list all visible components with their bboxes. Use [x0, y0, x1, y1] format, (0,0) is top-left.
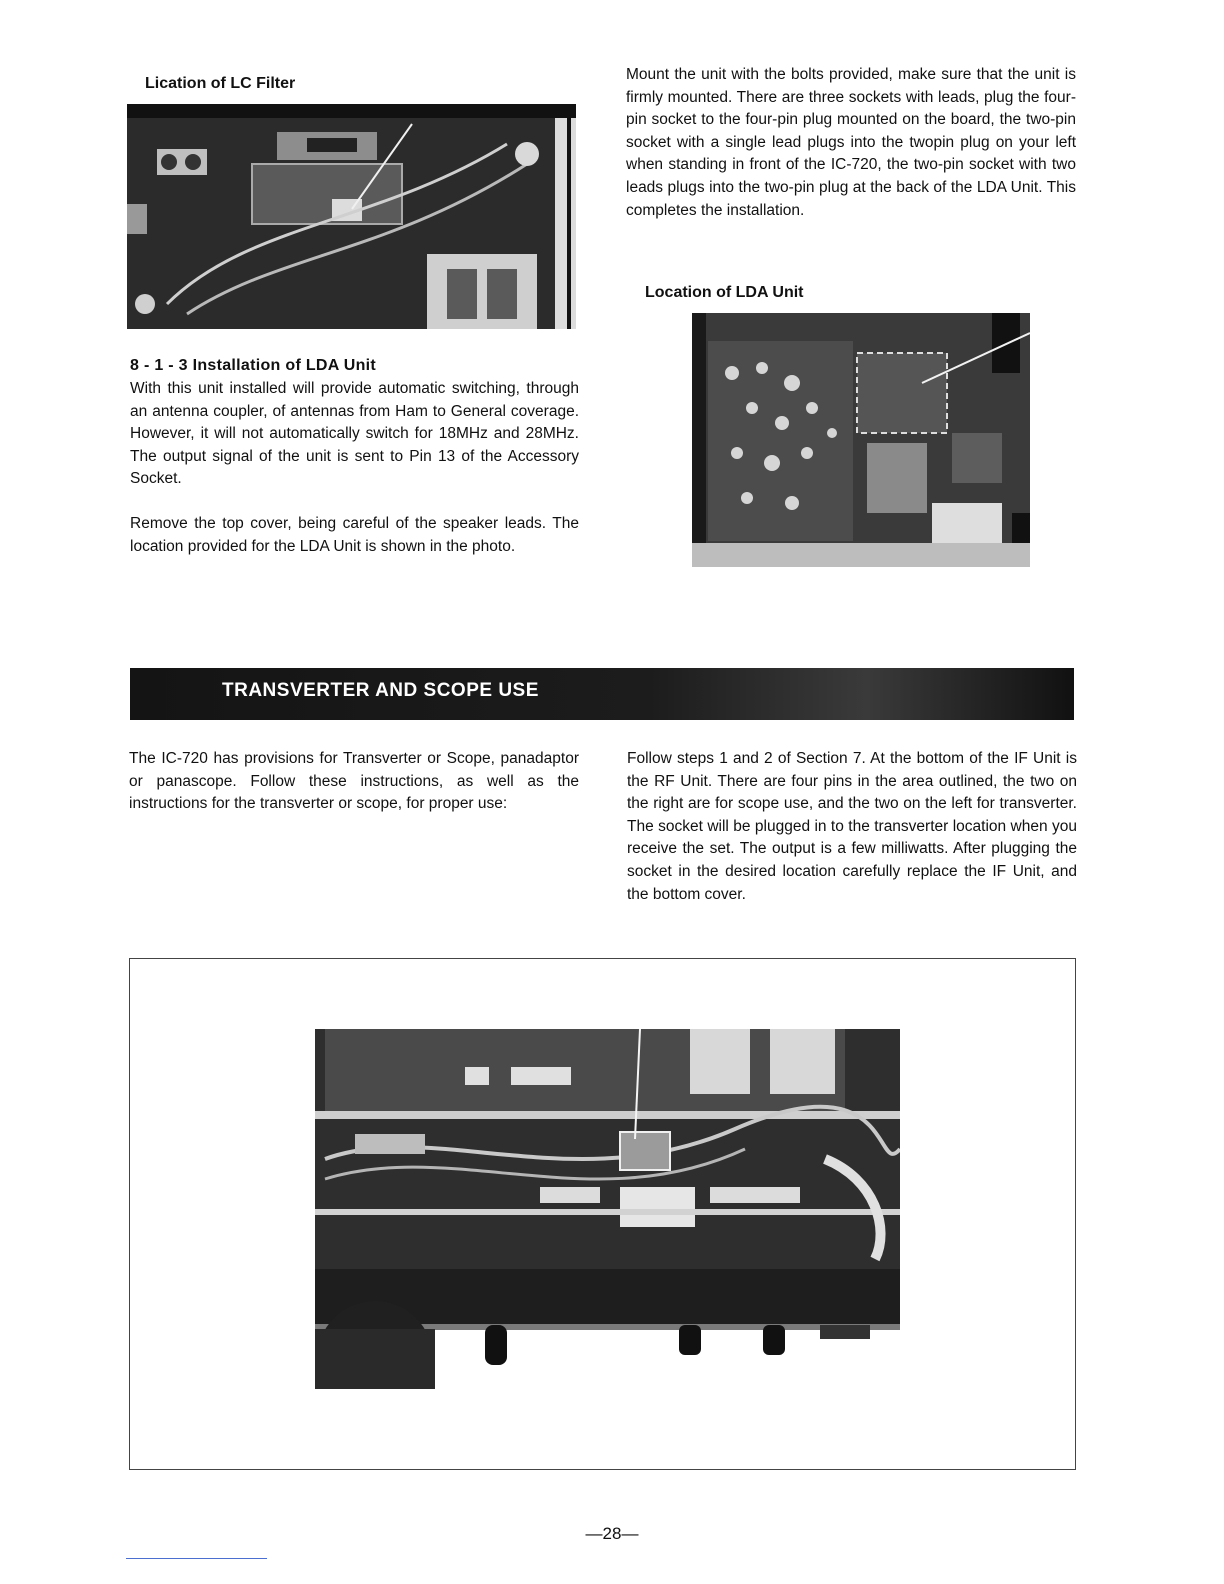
- transverter-intro-paragraph: The IC-720 has provisions for Transverter or Scope, panadaptor or panascope. Follow these instructions, as well as the instructions for the transverter or scope, for proper use:: [129, 750, 579, 813]
- lda-unit-caption: Location of LDA Unit: [645, 284, 804, 301]
- lda-install-paragraph: With this unit installed will provide automatic switching, through an antenna coupler, of antennas from Ham to General coverage. However, it will not automatically switch for 18MHz and 28MHz. The output signal of the unit is sent to Pin 13 of the Accessory Socket.: [130, 380, 579, 488]
- section-heading: 8 - 1 - 3 Installation of LDA Unit: [130, 357, 377, 374]
- page-number: —28—: [585, 1524, 639, 1543]
- remove-cover-paragraph: Remove the top cover, being careful of the speaker leads. The location provided for the LDA Unit is shown in the photo.: [130, 515, 579, 555]
- lc-filter-caption: Lication of LC Filter: [145, 75, 296, 92]
- lc-filter-photo: [127, 104, 576, 329]
- lda-unit-photo: [692, 313, 1030, 567]
- mount-unit-paragraph: Mount the unit with the bolts provided, make sure that the unit is firmly mounted. There are three sockets with leads, plug the four-pin socket to the four-pin plug mounted on the board, the two-pin socket with a single lead plugs into the twopin plug on your left when standing in front of the IC-720, the two-pin socket with two leads plugs into the two-pin plug at the back of the LDA Unit. This completes the installation.: [626, 66, 1076, 219]
- section-banner: [130, 668, 1074, 720]
- rf-unit-photo: [315, 1029, 900, 1389]
- transverter-steps-paragraph: Follow steps 1 and 2 of Section 7. At the bottom of the IF Unit is the RF Unit. There are four pins in the area outlined, the two on the right are for scope use, and the two on the left for transverter. The socket will be plugged in to the transverter location when you receive the set. The output is a few milliwatts. After plugging the socket in the desired location carefully replace the IF Unit, and the bottom cover.: [627, 750, 1077, 903]
- banner-title: TRANSVERTER AND SCOPE USE: [222, 680, 539, 701]
- footer-rule: [126, 1558, 267, 1559]
